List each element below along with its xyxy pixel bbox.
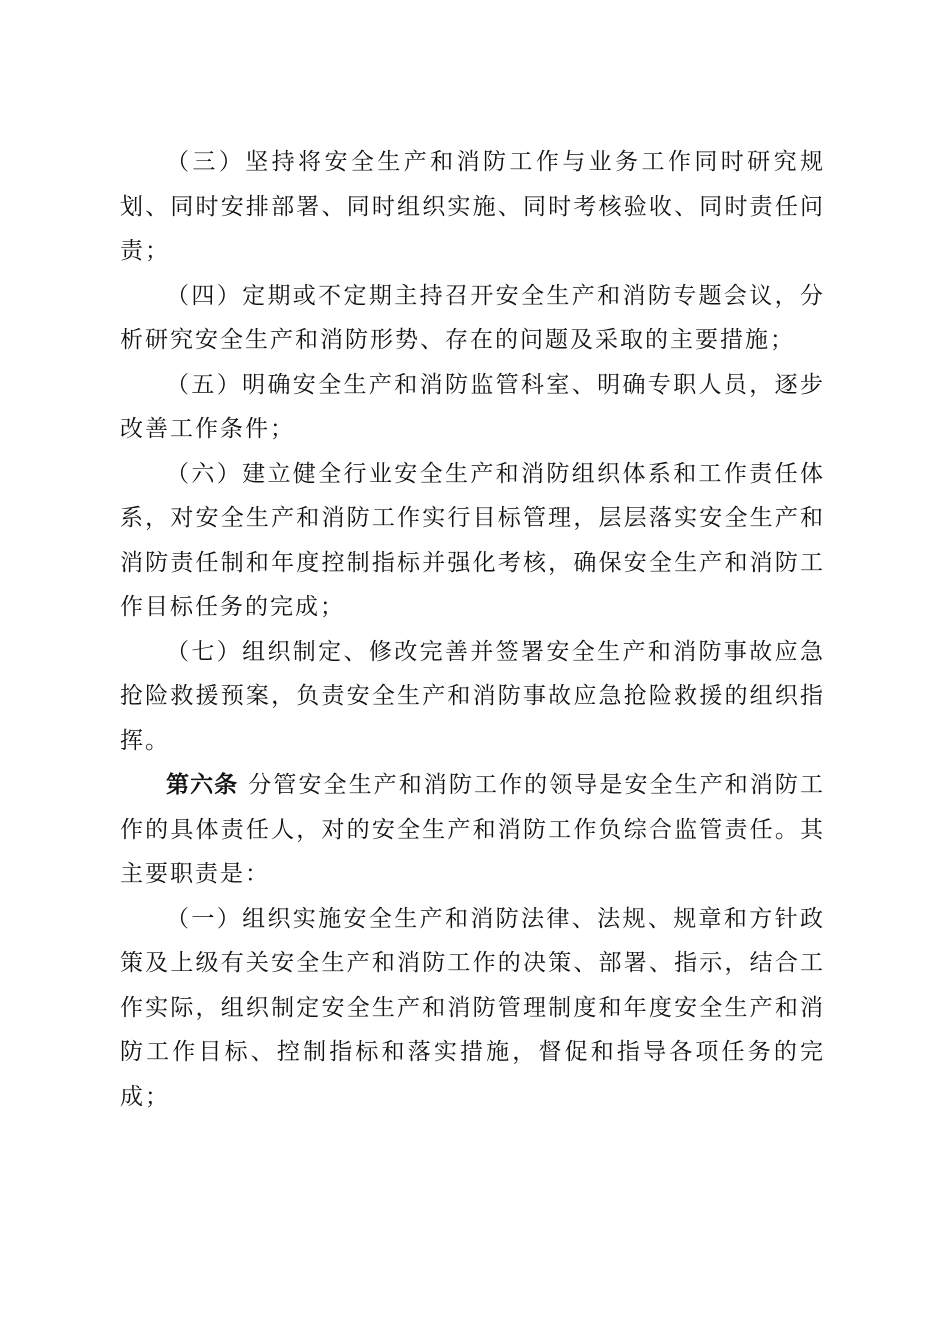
clause-3: （三）坚持将安全生产和消防工作与业务工作同时研究规划、同时安排部署、同时组织实施、同时考核验收、同时责任问责； <box>120 149 825 264</box>
article-heading: 第六条 <box>166 771 239 798</box>
clause-6: （六）建立健全行业安全生产和消防组织体系和工作责任体系，对安全生产和消防工作实行目标管理，层层落实安全生产和消防责任制和年度控制指标并强化考核，确保安全生产和消防工作目标任务的完成； <box>120 460 825 620</box>
article-text: 分管安全生产和消防工作的领导是安全生产和消防工作的具体责任人，对的安全生产和消防工作负综合监管责任。其主要职责是： <box>120 772 826 887</box>
article-6 <box>120 763 825 897</box>
document-body <box>120 140 825 1119</box>
clause-4: （四）定期或不定期主持召开安全生产和消防专题会议，分析研究安全生产和消防形势、存在的问题及采取的主要措施； <box>120 282 825 353</box>
clause-7: （七）组织制定、修改完善并签署安全生产和消防事故应急抢险救援预案，负责安全生产和消防事故应急抢险救援的组织指挥。 <box>120 638 825 754</box>
article-clause-1: （一）组织实施安全生产和消防法律、法规、规章和方针政策及上级有关安全生产和消防工作的决策、部署、指示，结合工作实际，组织制定安全生产和消防管理制度和年度安全生产和消防工作目标、控制指标和落实措施，督促和指导各项任务的完成； <box>120 905 825 1110</box>
clause-5: （五）明确安全生产和消防监管科室、明确专职人员，逐步改善工作条件； <box>120 371 825 442</box>
